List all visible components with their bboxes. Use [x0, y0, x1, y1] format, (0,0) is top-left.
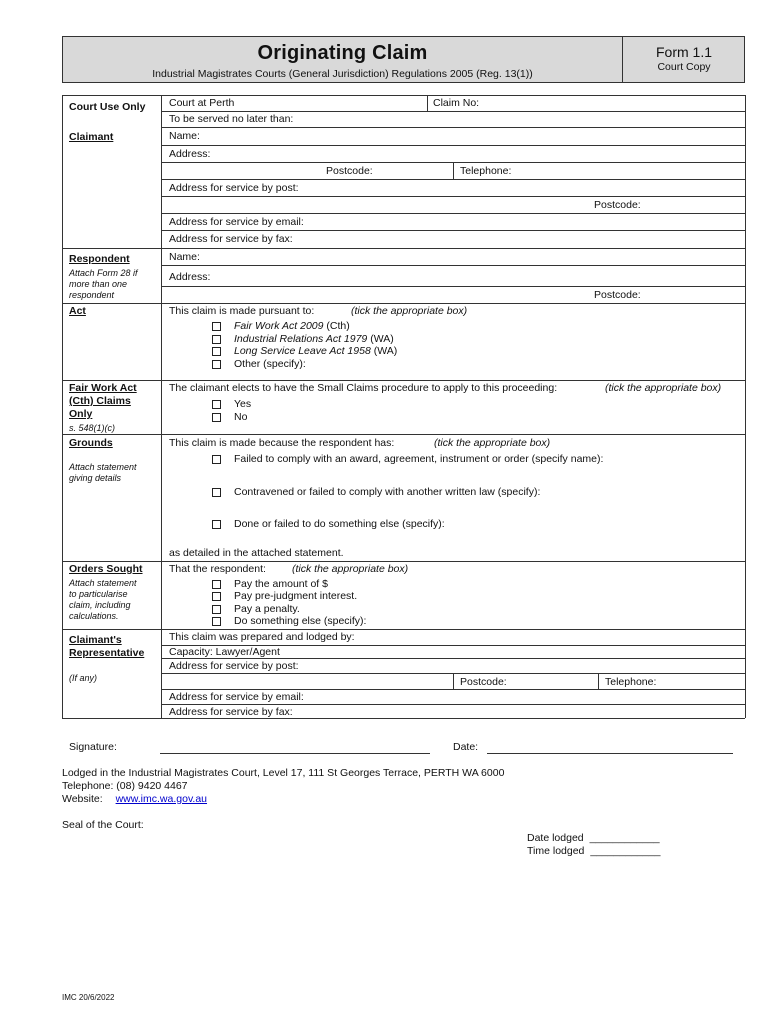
claimant-name-field[interactable]: Name:	[169, 130, 200, 142]
section-divider-respondent	[62, 248, 745, 249]
orders-checkbox-pay-amount[interactable]	[212, 580, 221, 589]
time-lodged-blank[interactable]: ____________	[590, 845, 661, 857]
table-label-divider	[161, 95, 162, 718]
row-line	[161, 196, 745, 197]
claimant-email-field[interactable]: Address for service by email:	[169, 216, 304, 228]
grounds-option-contravened: Contravened or failed to comply with another written law (specify):	[234, 486, 541, 498]
header-form-block	[624, 37, 744, 82]
form-subtitle: Industrial Magistrates Courts (General Jurisdiction) Regulations 2005 (Reg. 13(1))	[152, 68, 533, 80]
respondent-note-2: more than one	[69, 279, 128, 289]
website-link[interactable]: www.imc.wa.gov.au	[115, 793, 208, 805]
orders-note-4: calculations.	[69, 611, 119, 621]
respondent-address-field[interactable]: Address:	[169, 271, 211, 283]
orders-tick-instruction: (tick the appropriate box)	[292, 563, 409, 575]
orders-note-2: to particularise	[69, 589, 128, 599]
orders-label: Orders Sought	[69, 563, 143, 575]
row-line	[161, 286, 745, 287]
header-title-block	[63, 37, 623, 82]
respondent-label: Respondent	[69, 253, 130, 265]
rep-post-address-field[interactable]: Address for service by post:	[169, 660, 299, 672]
act-intro: This claim is made pursuant to:	[169, 305, 315, 317]
claimant-telephone-field[interactable]: Telephone:	[460, 165, 512, 177]
row-line	[161, 213, 745, 214]
small-claims-yes-label: Yes	[234, 398, 252, 410]
date-lodged-blank[interactable]: ____________	[589, 832, 660, 844]
table-bottom-border	[62, 718, 745, 719]
act-option-other: Other (specify):	[234, 358, 306, 370]
act-label: Act	[69, 305, 86, 317]
rep-email-field[interactable]: Address for service by email:	[169, 691, 304, 703]
row-line	[161, 704, 745, 705]
act-tick-instruction: (tick the appropriate box)	[351, 305, 468, 317]
representative-label-1: Claimant's	[69, 634, 122, 646]
date-lodged-label: Date lodged	[527, 832, 584, 844]
respondent-note-1: Attach Form 28 if	[69, 268, 138, 278]
row-line	[161, 111, 745, 112]
rep-telephone-divider	[598, 673, 599, 689]
rep-capacity-field[interactable]: Capacity: Lawyer/Agent	[169, 646, 280, 658]
date-label: Date:	[453, 741, 479, 753]
rep-postcode-field[interactable]: Postcode:	[460, 676, 507, 688]
time-lodged-row	[527, 845, 660, 858]
claim-no-divider	[427, 95, 428, 111]
small-claims-no-label: No	[234, 411, 248, 423]
form-header	[62, 36, 745, 83]
row-line	[161, 127, 745, 128]
table-left-border	[62, 95, 63, 718]
section-divider-fairwork	[62, 380, 745, 381]
orders-note-1: Attach statement	[69, 578, 137, 588]
row-line	[161, 689, 745, 690]
grounds-footer: as detailed in the attached statement.	[169, 547, 344, 559]
seal-label: Seal of the Court:	[62, 819, 144, 831]
row-line	[161, 265, 745, 266]
rep-postcode-divider	[453, 673, 454, 689]
claimant-postcode-field[interactable]: Postcode:	[326, 165, 373, 177]
small-claims-yes-checkbox[interactable]	[212, 400, 221, 409]
section-divider-representative	[62, 629, 745, 630]
website-label: Website:	[62, 793, 103, 805]
act-checkbox-long-service[interactable]	[212, 347, 221, 356]
orders-checkbox-interest[interactable]	[212, 592, 221, 601]
table-top-border	[62, 95, 745, 96]
form-code: IMC 20/6/2022	[62, 993, 115, 1002]
grounds-note-1: Attach statement	[69, 462, 137, 472]
date-lodged-row	[527, 832, 660, 845]
row-line	[161, 179, 745, 180]
court-use-label: Court Use Only	[69, 101, 146, 113]
table-right-border	[745, 95, 746, 718]
signature-line[interactable]	[160, 753, 430, 754]
claimant-label: Claimant	[69, 131, 114, 143]
claimant-post-address-field[interactable]: Address for service by post:	[169, 182, 299, 194]
orders-checkbox-other[interactable]	[212, 617, 221, 626]
rep-prepared-field[interactable]: This claim was prepared and lodged by:	[169, 631, 355, 643]
act-option-long-service: Long Service Leave Act 1958 (WA)	[234, 345, 398, 357]
respondent-note-3: respondent	[69, 290, 115, 300]
respondent-postcode-field[interactable]: Postcode:	[594, 289, 641, 301]
grounds-intro: This claim is made because the respondent has:	[169, 437, 395, 449]
claim-no-field[interactable]: Claim No:	[433, 97, 480, 109]
row-line	[161, 145, 745, 146]
claimant-address-field[interactable]: Address:	[169, 148, 211, 160]
grounds-option-other: Done or failed to do something else (specify):	[234, 518, 445, 530]
respondent-name-field[interactable]: Name:	[169, 251, 200, 263]
grounds-label: Grounds	[69, 437, 113, 449]
orders-option-other: Do something else (specify):	[234, 615, 367, 627]
section-divider-orders	[62, 561, 745, 562]
act-option-industrial-relations: Industrial Relations Act 1979 (WA)	[234, 333, 394, 345]
grounds-note-2: giving details	[69, 473, 122, 483]
rep-fax-field[interactable]: Address for service by fax:	[169, 706, 293, 718]
act-checkbox-fair-work[interactable]	[212, 322, 221, 331]
orders-option-penalty: Pay a penalty.	[234, 603, 300, 615]
grounds-tick-instruction: (tick the appropriate box)	[434, 437, 551, 449]
orders-intro: That the respondent:	[169, 563, 266, 575]
grounds-option-failed-comply: Failed to comply with an award, agreement, instrument or order (specify name):	[234, 453, 604, 465]
orders-option-pay-amount: Pay the amount of $	[234, 578, 328, 590]
act-checkbox-other[interactable]	[212, 360, 221, 369]
claimant-fax-field[interactable]: Address for service by fax:	[169, 233, 293, 245]
copy-type: Court Copy	[657, 61, 711, 73]
representative-label-2: Representative	[69, 647, 145, 659]
fair-work-label-2: (Cth) Claims	[69, 395, 131, 407]
representative-note: (If any)	[69, 673, 98, 683]
lodged-telephone: Telephone: (08) 9420 4467	[62, 780, 188, 792]
orders-option-interest: Pay pre-judgment interest.	[234, 590, 358, 602]
grounds-checkbox-contravened[interactable]	[212, 488, 221, 497]
date-line[interactable]	[487, 753, 733, 754]
small-claims-tick-instruction: (tick the appropriate box)	[605, 382, 722, 394]
fair-work-section: s. 548(1)(c)	[69, 423, 116, 433]
section-divider-act	[62, 303, 745, 304]
section-divider-grounds	[62, 434, 745, 435]
fair-work-label-1: Fair Work Act	[69, 382, 137, 394]
telephone-divider	[453, 162, 454, 179]
orders-note-3: claim, including	[69, 600, 131, 610]
orders-checkbox-penalty[interactable]	[212, 605, 221, 614]
court-at-field[interactable]: Court at Perth	[169, 97, 235, 109]
served-by-field[interactable]: To be served no later than:	[169, 113, 294, 125]
small-claims-question: The claimant elects to have the Small Claims procedure to apply to this proceeding:	[169, 382, 558, 394]
grounds-checkbox-other[interactable]	[212, 520, 221, 529]
claimant-post-postcode-field[interactable]: Postcode:	[594, 199, 641, 211]
small-claims-no-checkbox[interactable]	[212, 413, 221, 422]
act-option-fair-work: Fair Work Act 2009 (Cth)	[234, 320, 350, 332]
time-lodged-label: Time lodged	[527, 845, 585, 857]
row-line	[161, 230, 745, 231]
fair-work-label-3: Only	[69, 408, 93, 420]
form-title: Originating Claim	[257, 42, 428, 64]
act-checkbox-industrial-relations[interactable]	[212, 335, 221, 344]
signature-label: Signature:	[69, 741, 117, 753]
lodged-website-row	[62, 793, 207, 806]
grounds-checkbox-failed-comply[interactable]	[212, 455, 221, 464]
form-number: Form 1.1	[655, 44, 712, 60]
lodged-address: Lodged in the Industrial Magistrates Court, Level 17, 111 St Georges Terrace, PERTH WA 6000	[62, 767, 505, 779]
rep-telephone-field[interactable]: Telephone:	[605, 676, 657, 688]
